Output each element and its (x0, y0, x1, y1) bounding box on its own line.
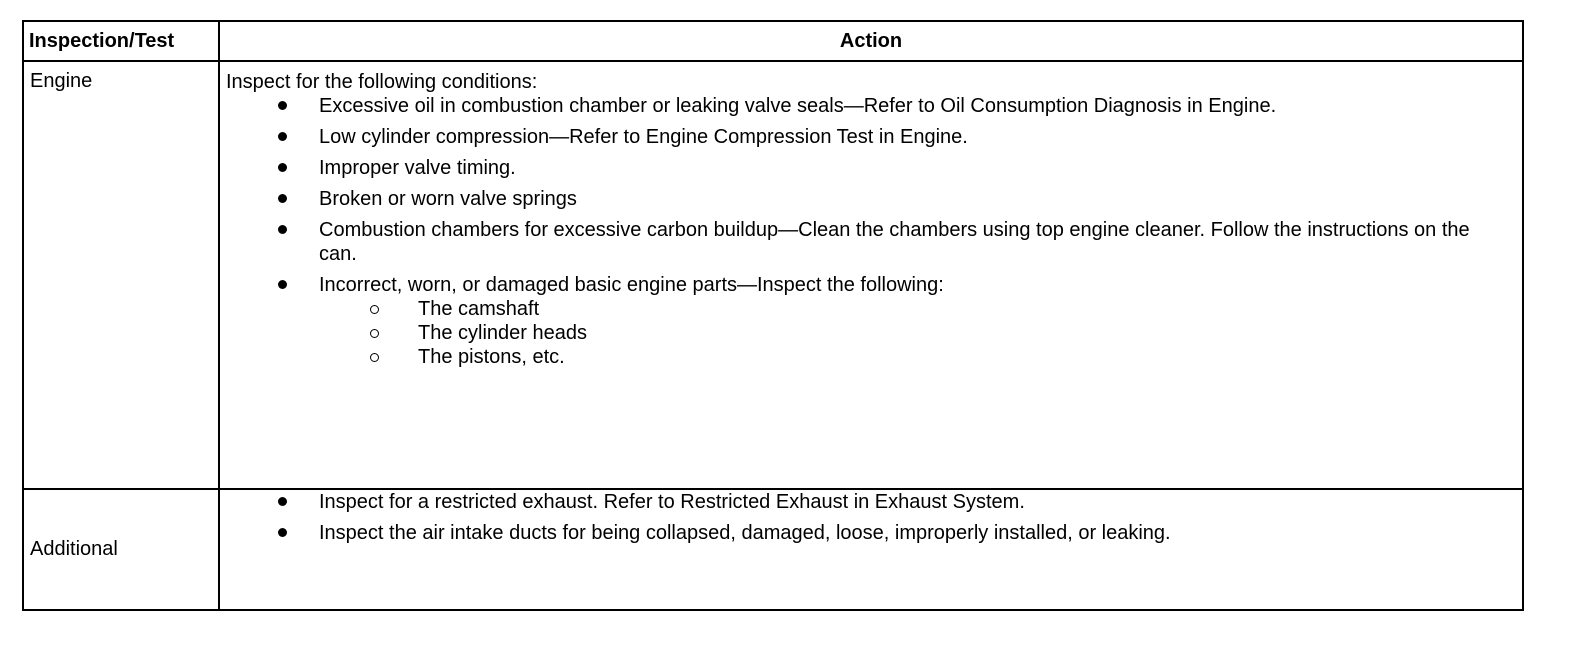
engine-sub-list (319, 297, 1510, 369)
sub-list-item-text: The pistons, etc. (418, 346, 565, 369)
list-item (220, 490, 1522, 514)
list-item (220, 273, 1522, 369)
sub-list-item (319, 321, 1510, 345)
list-item-text: Incorrect, worn, or damaged basic engine parts—Inspect the following: (319, 274, 944, 297)
list-item-text: Inspect for a restricted exhaust. Refer to Restricted Exhaust in Exhaust System. (319, 491, 1025, 514)
bullet-icon (278, 194, 287, 203)
bullet-icon (278, 497, 287, 506)
engine-intro-text: Inspect for the following conditions: (226, 71, 538, 94)
list-item (220, 156, 1522, 180)
action-cell-additional (219, 489, 1523, 610)
list-item-text: Inspect the air intake ducts for being collapsed, damaged, loose, improperly installed, or leaking. (319, 522, 1171, 545)
list-item (220, 94, 1522, 118)
bullet-icon (278, 163, 287, 172)
list-item-text: Broken or worn valve springs (319, 188, 577, 211)
bullet-icon (278, 225, 287, 234)
list-item-text: Low cylinder compression—Refer to Engine Compression Test in Engine. (319, 126, 968, 149)
circle-bullet-icon (370, 353, 379, 362)
sub-list-item-text: The camshaft (418, 298, 540, 321)
header-action: Action (219, 21, 1523, 61)
list-item (220, 218, 1522, 266)
inspection-table (22, 20, 1524, 611)
bullet-icon (278, 528, 287, 537)
row-label-engine: Engine (23, 61, 219, 489)
bullet-icon (278, 280, 287, 289)
sub-list-item-text: The cylinder heads (418, 322, 587, 345)
additional-bullet-list (220, 490, 1522, 545)
circle-bullet-icon (370, 329, 379, 338)
bullet-icon (278, 132, 287, 141)
bullet-icon (278, 101, 287, 110)
header-inspection-test: Inspection/Test (23, 21, 219, 61)
list-item-text: Combustion chambers for excessive carbon buildup—Clean the chambers using top engine cleaner. Follow the instructions on the can. (319, 219, 1470, 266)
table-row-additional (23, 489, 1523, 610)
table-row-engine (23, 61, 1523, 489)
row-label-additional: Additional (23, 489, 219, 610)
list-item-text: Improper valve timing. (319, 157, 516, 180)
circle-bullet-icon (370, 305, 379, 314)
list-item-text: Excessive oil in combustion chamber or leaking valve seals—Refer to Oil Consumption Diagnosis in Engine. (319, 95, 1277, 118)
list-item (220, 125, 1522, 149)
header-row (23, 21, 1523, 61)
sub-list-item (319, 345, 1510, 369)
list-item (220, 187, 1522, 211)
engine-bullet-list (220, 94, 1522, 369)
sub-list-item (319, 297, 1510, 321)
list-item (220, 521, 1522, 545)
action-cell-engine (219, 61, 1523, 489)
